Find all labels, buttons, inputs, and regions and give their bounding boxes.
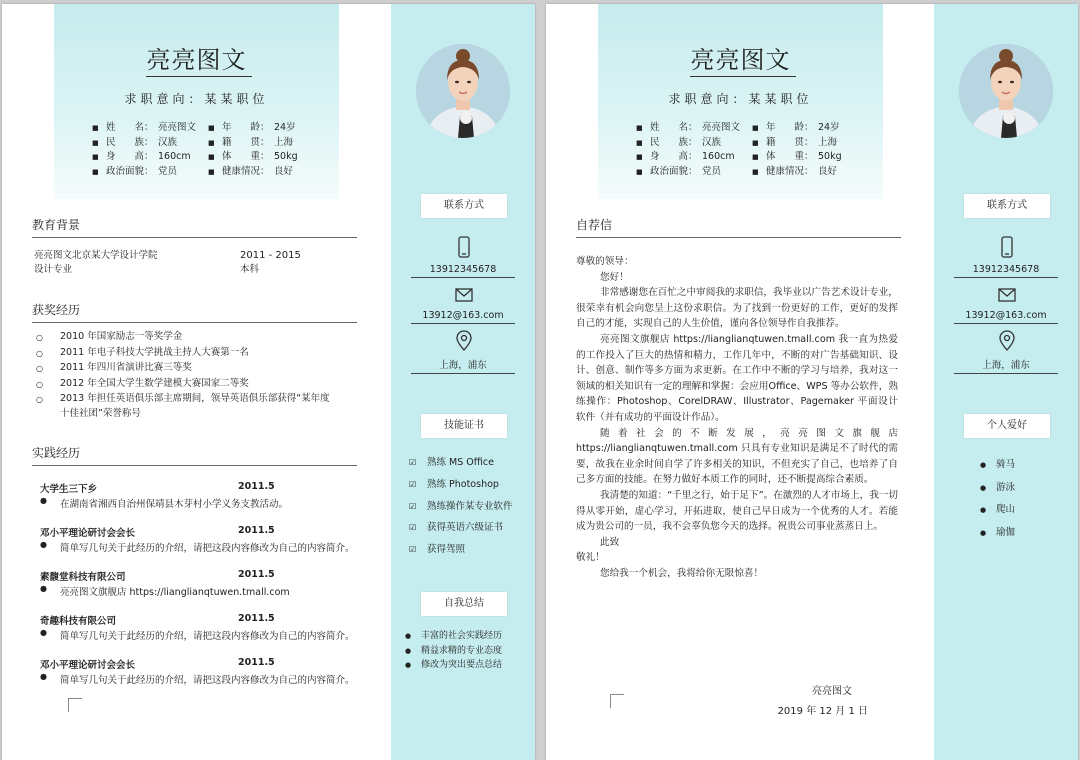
address: 上海，浦东 [411,357,515,374]
hobbies-title: 个人爱好 [964,414,1050,438]
bullet-icon: ■ [208,124,215,132]
bullet-icon: ■ [92,167,99,176]
list-item [409,517,535,539]
award-text: 2010 年国家励志一等奖学金 [60,331,183,342]
practice-text: 简单写几句关于此经历的介绍，请把这段内容修改为自己的内容简介。 [60,543,355,554]
list-item [405,658,535,673]
resume-header [598,4,883,199]
info-label: 民 族： [650,136,698,148]
bullet-icon: ● [980,461,987,469]
skill-text: 熟练 Photoshop [427,478,499,490]
bullet-icon: ● [980,528,987,537]
info-label: 健康情况： [766,165,814,177]
bullet-icon: ● [980,506,987,514]
practice-org: 素馥堂科技有限公司 [40,572,126,583]
summary-text: 精益求精的专业态度 [421,645,503,656]
hobby-text: 骑马 [996,459,1016,470]
letter-closing: 敬礼！ [576,552,605,564]
section-title-cover-letter: 自荐信 [576,216,901,238]
portrait-image [959,44,1053,138]
contact-title: 联系方式 [421,194,507,218]
practice-desc [40,584,360,613]
practice-header [40,569,360,584]
practice-header [40,525,360,540]
summary-text: 修改为突出要点总结 [421,660,503,670]
bullet-icon: ● [40,628,47,637]
list-item [36,377,336,393]
cover-letter-body [576,254,898,581]
list-item [36,330,336,346]
practice-date: 2011.5 [238,525,275,536]
info-value: 汉族 [158,136,178,148]
section-title-awards: 获奖经历 [32,301,357,323]
info-value: 24岁 [818,122,840,133]
award-text: 2012 年全国大学生数学建模大赛国家二等奖 [60,377,249,389]
address: 上海，浦东 [954,357,1058,374]
info-row [636,165,876,180]
practice-desc [40,496,360,525]
info-label: 体 重： [222,151,270,162]
circle-bullet-icon: ○ [36,364,43,373]
practice-org: 大学生三下乡 [40,484,98,495]
section-title-education: 教育背景 [32,216,357,238]
hobby-text: 瑜伽 [996,526,1016,538]
summary-title: 自我总结 [421,592,507,616]
bullet-icon: ■ [752,138,759,147]
avatar [959,44,1053,138]
info-value: 上海 [274,136,294,148]
info-row [92,165,332,180]
bullet-icon: ● [40,672,47,681]
list-item [36,361,336,377]
letter-closing: 此致 [600,536,620,548]
school-name: 亮亮图文北京某大学设计学院 [34,250,158,261]
avatar [416,44,510,138]
info-label: 年 龄： [222,122,270,133]
letter-paragraph: 我清楚的知道：“千里之行，始于足下”。在激烈的人才市场上，我一切得从零开始，虚心学习，开拓进取，使自己早日成为一个优秀的人才。若能成为贵公司的一员，我不会辜负您今天的选择。祝贵公司事业蒸蒸日上。 [576,489,898,533]
bullet-icon: ● [405,661,412,669]
letter-paragraph: 非常感谢您在百忙之中审阅我的求职信，我毕业以广告艺术设计专业，很荣幸有机会向您呈上这份求职信。为了找到一份更好的工作，更好的发挥自己的才能，实现自己的人生价值，谨向各位领导作自我推荐。 [576,287,898,330]
practice-list [40,481,360,701]
practice-header [40,657,360,672]
cover-letter-page [546,4,1078,760]
job-intention: 求职意向：某某职位 [668,92,813,106]
bullet-icon: ● [405,646,412,655]
info-label: 身 高： [650,151,698,162]
practice-org: 邓小平理论研讨会会长 [40,660,136,671]
info-row [636,136,876,151]
bullet-icon: ■ [92,153,99,161]
bullet-icon: ■ [752,124,759,132]
skill-text: 熟练操作某专业软件 [427,500,513,512]
info-row [636,150,876,165]
phone-number: 13912345678 [411,264,515,278]
major: 设计专业 [34,264,73,275]
resume-page [2,4,535,760]
info-value: 党员 [702,165,722,177]
info-value: 160cm [158,151,191,162]
info-value: 50kg [818,151,842,162]
info-label: 身 高： [106,151,154,162]
award-text: 2013 年担任英语俱乐部主席期间，领导英语俱乐部获得“某年度十佳社团”荣誉称号 [60,393,330,419]
circle-bullet-icon: ○ [36,395,43,404]
info-value: 亮亮图文 [702,122,741,133]
practice-text: 简单写几句关于此经历的介绍，请把这段内容修改为自己的内容简介。 [60,675,355,686]
letter-greeting: 尊敬的领导： [576,256,634,267]
info-label: 政治面貌： [106,165,154,177]
info-label: 姓 名： [106,122,154,133]
practice-header [40,613,360,628]
bullet-icon: ● [40,584,47,593]
info-label: 体 重： [766,151,814,162]
circle-bullet-icon: ○ [36,379,43,389]
award-text: 2011 年电子科技大学挑战主持人大赛第一名 [60,346,249,358]
info-value: 党员 [158,165,178,177]
hobbies-list [980,454,1070,544]
practice-date: 2011.5 [238,613,275,624]
practice-date: 2011.5 [238,569,275,580]
phone-icon [996,236,1018,258]
info-value: 良好 [818,165,838,177]
info-value: 良好 [274,165,294,177]
bullet-icon: ■ [92,124,99,132]
skill-text: 获得英语六级证书 [427,522,504,534]
email-address: 13912@163.com [411,310,515,324]
mail-icon [453,284,475,306]
list-item [405,629,535,644]
section-title-practice: 实践经历 [32,444,357,466]
mail-icon [996,284,1018,306]
info-value: 汉族 [702,136,722,148]
info-value: 24岁 [274,122,296,133]
list-item [980,499,1070,522]
practice-header [40,481,360,496]
bullet-icon: ● [405,632,412,640]
practice-desc [40,628,360,657]
info-label: 籍 贯： [222,136,270,148]
email-address: 13912@163.com [954,310,1058,324]
list-item [409,496,535,518]
bullet-icon: ■ [208,167,215,176]
award-text: 2011 年四川省演讲比赛三等奖 [60,362,192,373]
name-title: 亮亮图文 [690,46,791,74]
info-value: 亮亮图文 [158,122,197,133]
bullet-icon: ■ [636,153,643,161]
phone-number: 13912345678 [954,264,1058,278]
divider [146,76,252,77]
margin-mark [610,694,624,708]
info-label: 民 族： [106,136,154,148]
practice-date: 2011.5 [238,481,275,492]
bullet-icon: ■ [752,167,759,176]
practice-org: 奇趣科技有限公司 [40,616,117,627]
list-item [405,644,535,659]
circle-bullet-icon: ○ [36,333,43,342]
practice-desc [40,672,360,701]
checkbox-icon: ☑ [409,479,417,489]
education-block [34,249,354,277]
checkbox-icon: ☑ [409,458,417,467]
list-item [409,539,535,561]
info-row [92,136,332,151]
sidebar [934,4,1078,760]
list-item [980,522,1070,545]
skills-title: 技能证书 [421,414,507,438]
list-item [980,477,1070,500]
summary-list [405,629,535,673]
info-label: 健康情况： [222,165,270,177]
location-icon [996,330,1018,352]
list-item [409,474,535,496]
degree: 本科 [240,264,260,275]
signature: 亮亮图文 [812,686,852,697]
letter-paragraph: 随着社会的不断发展，亮亮图文旗舰店 https://lianglianqtuwen.tmall.com 只具有专业知识是满足不了时代的需要，故我在业余时间自学了许多相关的知识，不但充实了自己，也培养了自己多方面的技能。在努力做好本质工作的同时，还不断提高综合素质。 [576,427,898,486]
list-item [409,452,535,474]
bullet-icon: ■ [636,124,643,132]
checkbox-icon: ☑ [409,523,417,533]
bullet-icon: ● [40,496,47,505]
practice-desc [40,540,360,569]
bullet-icon: ■ [208,153,215,161]
info-value: 160cm [702,151,735,162]
skills-list [409,452,535,561]
margin-mark [68,698,82,712]
list-item [36,346,336,362]
list-item [36,392,336,421]
bullet-icon: ■ [636,167,643,176]
letter-closing: 您给我一个机会，我将给你无限惊喜！ [600,567,764,579]
bullet-icon: ■ [92,138,99,147]
name-title: 亮亮图文 [146,46,247,74]
summary-text: 丰富的社会实践经历 [421,631,503,641]
info-value: 上海 [818,136,838,148]
contact-title: 联系方式 [964,194,1050,218]
bullet-icon: ■ [636,138,643,147]
awards-list [36,330,336,421]
hobby-text: 爬山 [996,504,1016,515]
bullet-icon: ● [40,540,47,549]
info-row [636,121,876,136]
practice-org: 邓小平理论研讨会会长 [40,528,136,539]
skill-text: 熟练 MS Office [427,457,494,468]
personal-info [92,121,332,179]
circle-bullet-icon: ○ [36,348,43,358]
practice-text: 简单写几句关于此经历的介绍，请把这段内容修改为自己的内容简介。 [60,631,355,642]
practice-date: 2011.5 [238,657,275,668]
location-icon [453,330,475,352]
skill-text: 获得驾照 [427,544,466,556]
practice-text: 在湖南省湘西自治州保靖县木芽村小学义务支教活动。 [60,499,289,510]
info-value: 50kg [274,151,298,162]
divider [690,76,796,77]
portrait-image [416,44,510,138]
bullet-icon: ■ [208,138,215,147]
job-intention: 求职意向：某某职位 [124,92,269,106]
info-row [92,121,332,136]
bullet-icon: ■ [752,153,759,161]
list-item [980,454,1070,477]
personal-info [636,121,876,179]
practice-text: 亮亮图文旗舰店 https://lianglianqtuwen.tmall.com [60,587,290,598]
resume-header [54,4,339,199]
bullet-icon: ● [980,483,987,492]
info-label: 年 龄： [766,122,814,133]
info-label: 政治面貌： [650,165,698,177]
letter-hello: 您好！ [600,271,629,283]
sidebar [391,4,535,760]
education-period: 2011 - 2015 [240,250,301,261]
letter-paragraph: 亮亮图文旗舰店 https://lianglianqtuwen.tmall.com 我一直为热爱的工作投入了巨大的热情和精力，工作几年中，不断的对广告基础知识、设计、创意、制作等多方面为求更新。在工作中不断的学习与培养，我对这一领域的相关知识有一定的理解和掌握：会应用Office、WPS 等办公软件，熟练操作：Photoshop、CorelDRAW、Illustrator、Pagemaker 平面设计软件（并有成功的平面设计作品）。 [576,333,898,423]
info-label: 姓 名： [650,122,698,133]
checkbox-icon: ☑ [409,545,417,555]
phone-icon [453,236,475,258]
letter-date: 2019 年 12 月 1 日 [777,706,868,717]
checkbox-icon: ☑ [409,501,417,511]
info-row [92,150,332,165]
hobby-text: 游泳 [996,481,1016,493]
info-label: 籍 贯： [766,136,814,148]
